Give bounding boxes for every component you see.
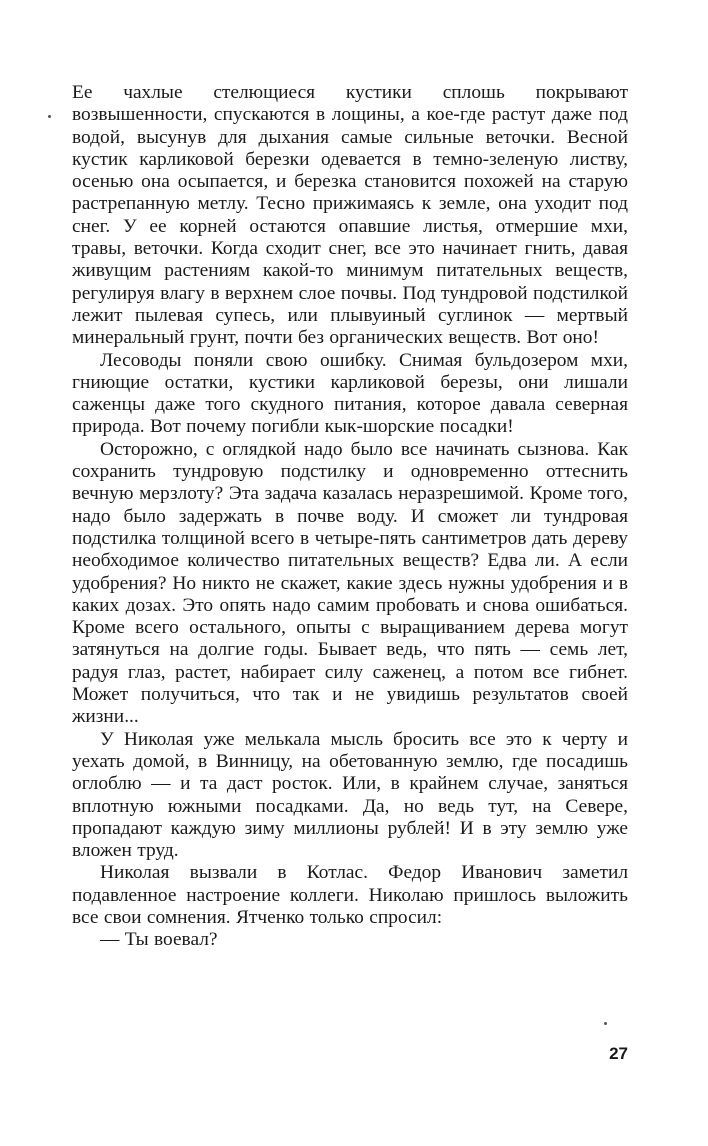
page-body <box>72 82 628 952</box>
paragraph-3: Осторожно, с оглядкой надо было все начинать сызнова. Как сохранить тундровую подстилку и одновременно оттеснить вечную мерзлоту? Эта задача казалась неразрешимой. Кроме того, надо было задержать в почве воду. И сможет ли тундровая подстилка толщиной всего в четыре-пять сантиметров дать дереву необходимое количество питательных веществ? Едва ли. А если удобрения? Но никто не скажет, какие здесь нужны удобрения и в каких дозах. Это опять надо самим пробовать и снова ошибаться. Кроме всего остального, опыты с выращиванием дерева могут затянуться на долгие годы. Бывает ведь, что пять — семь лет, радуя глаз, растет, набирает силу саженец, а потом все гибнет. Может получиться, что так и не увидишь результатов своей жизни... <box>72 438 628 728</box>
print-speck <box>604 1022 607 1025</box>
paragraph-5: Николая вызвали в Котлас. Федор Иванович заметил подавленное настроение коллеги. Николаю пришлось выложить все свои сомнения. Ятченко только спросил: <box>72 862 628 928</box>
paragraph-1: Ее чахлые стелющиеся кустики сплошь покрывают возвышенности, спускаются в лощины, а кое-где растут даже под водой, высунув для дыхания самые сильные веточки. Весной кустик карликовой березки одевается в темно-зеленую листву, осенью она осыпается, и березка становится похожей на старую растрепанную метлу. Тесно прижимаясь к земле, она уходит под снег. У ее корней остаются опавшие листья, отмершие мхи, травы, веточки. Когда сходит снег, все это начинает гнить, давая живущим растениям какой-то минимум питательных веществ, регулируя влагу в верхнем слое почвы. Под тундровой подстилкой лежит пылевая супесь, или плывуиный суглинок — мертвый минеральный грунт, почти без органических веществ. Вот оно! <box>72 82 628 349</box>
page-number: 27 <box>609 1044 628 1063</box>
paragraph-2: Лесоводы поняли свою ошибку. Снимая бульдозером мхи, гниющие остатки, кустики карликовой березы, они лишали саженцы даже того скудного питания, которое давала северная природа. Вот почему погибли кык-шорские посадки! <box>72 349 628 438</box>
paragraph-4: У Николая уже мелькала мысль бросить все это к черту и уехать домой, в Винницу, на обетованную землю, где посадишь оглоблю — и та даст росток. Или, в крайнем случае, заняться вплотную южными посадками. Да, но ведь тут, на Севере, пропадают каждую зиму миллионы рублей! И в эту землю уже вложен труд. <box>72 728 628 862</box>
paragraph-6-dialogue: — Ты воевал? <box>100 929 218 951</box>
print-speck <box>48 115 51 118</box>
